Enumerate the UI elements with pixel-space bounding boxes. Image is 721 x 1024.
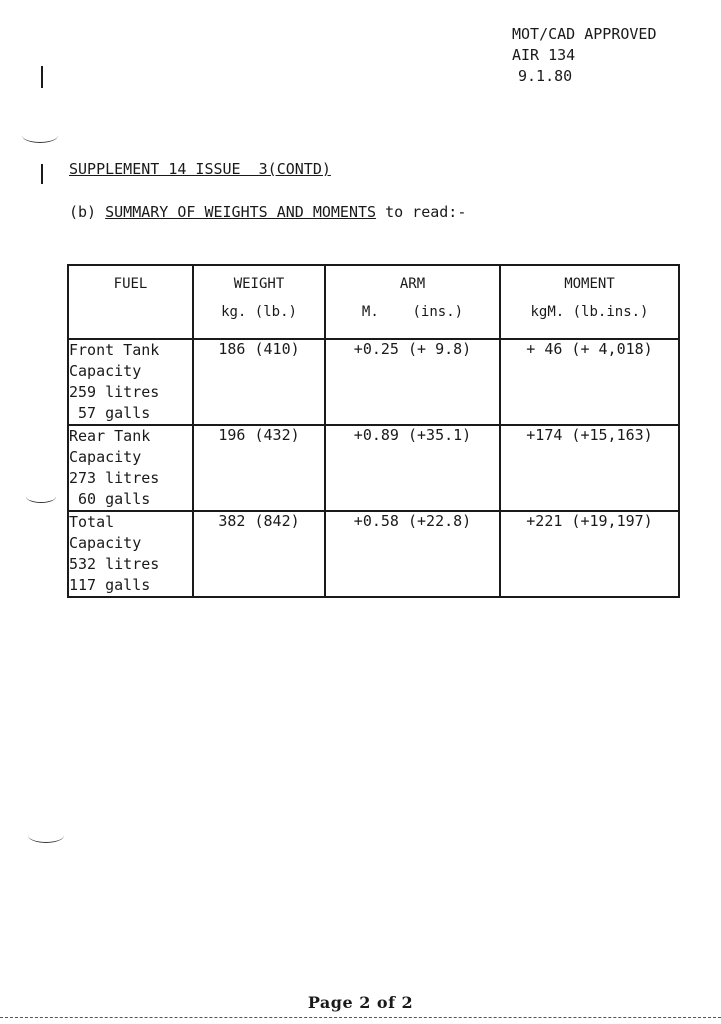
approval-date: 9.1.80 — [518, 67, 573, 85]
approval-block — [512, 24, 657, 87]
page-number: Page 2 of 2 — [307, 993, 414, 1012]
header-weight — [193, 265, 325, 339]
punch-hole-mark — [22, 128, 58, 143]
header-moment — [500, 265, 679, 339]
cell-moment: + 46 (+ 4,018) — [500, 339, 679, 425]
summary-heading — [69, 203, 466, 221]
summary-suffix: to read:- — [376, 203, 467, 221]
punch-hole-mark — [26, 490, 56, 503]
header-arm-unit: M. (ins.) — [361, 304, 464, 320]
header-moment-unit: kgM. (lb.ins.) — [530, 304, 649, 320]
header-moment-title: MOMENT — [564, 276, 615, 292]
header-weight-unit: kg. (lb.) — [221, 304, 297, 320]
punch-hole-mark — [28, 828, 64, 843]
scan-edge-line — [0, 1017, 721, 1018]
table-row-front-tank — [68, 339, 679, 425]
header-fuel-title: FUEL — [113, 276, 148, 292]
revision-bar-top — [41, 66, 43, 88]
cell-moment: +221 (+19,197) — [500, 511, 679, 597]
summary-prefix: (b) — [69, 203, 106, 221]
cell-arm: +0.58 (+22.8) — [325, 511, 500, 597]
cell-weight: 382 (842) — [193, 511, 325, 597]
cell-weight: 186 (410) — [193, 339, 325, 425]
header-fuel — [68, 265, 193, 339]
cell-weight: 196 (432) — [193, 425, 325, 511]
summary-title: SUMMARY OF WEIGHTS AND MOMENTS — [105, 203, 377, 221]
cell-moment: +174 (+15,163) — [500, 425, 679, 511]
table-row-rear-tank — [68, 425, 679, 511]
cell-fuel: Rear Tank Capacity 273 litres 60 galls — [68, 425, 193, 511]
table-row-total — [68, 511, 679, 597]
cell-arm: +0.89 (+35.1) — [325, 425, 500, 511]
approval-authority: MOT/CAD APPROVED — [512, 25, 657, 43]
supplement-heading: SUPPLEMENT 14 ISSUE 3(CONTD) — [69, 160, 331, 178]
header-arm-title: ARM — [399, 276, 426, 292]
header-arm — [325, 265, 500, 339]
weights-moments-table — [67, 264, 680, 598]
cell-fuel: Front Tank Capacity 259 litres 57 galls — [68, 339, 193, 425]
revision-bar-heading — [41, 164, 43, 184]
table-header-row — [68, 265, 679, 339]
cell-arm: +0.25 (+ 9.8) — [325, 339, 500, 425]
approval-reference: AIR 134 — [512, 46, 576, 64]
header-weight-title: WEIGHT — [233, 276, 285, 292]
cell-fuel: Total Capacity 532 litres 117 galls — [68, 511, 193, 597]
